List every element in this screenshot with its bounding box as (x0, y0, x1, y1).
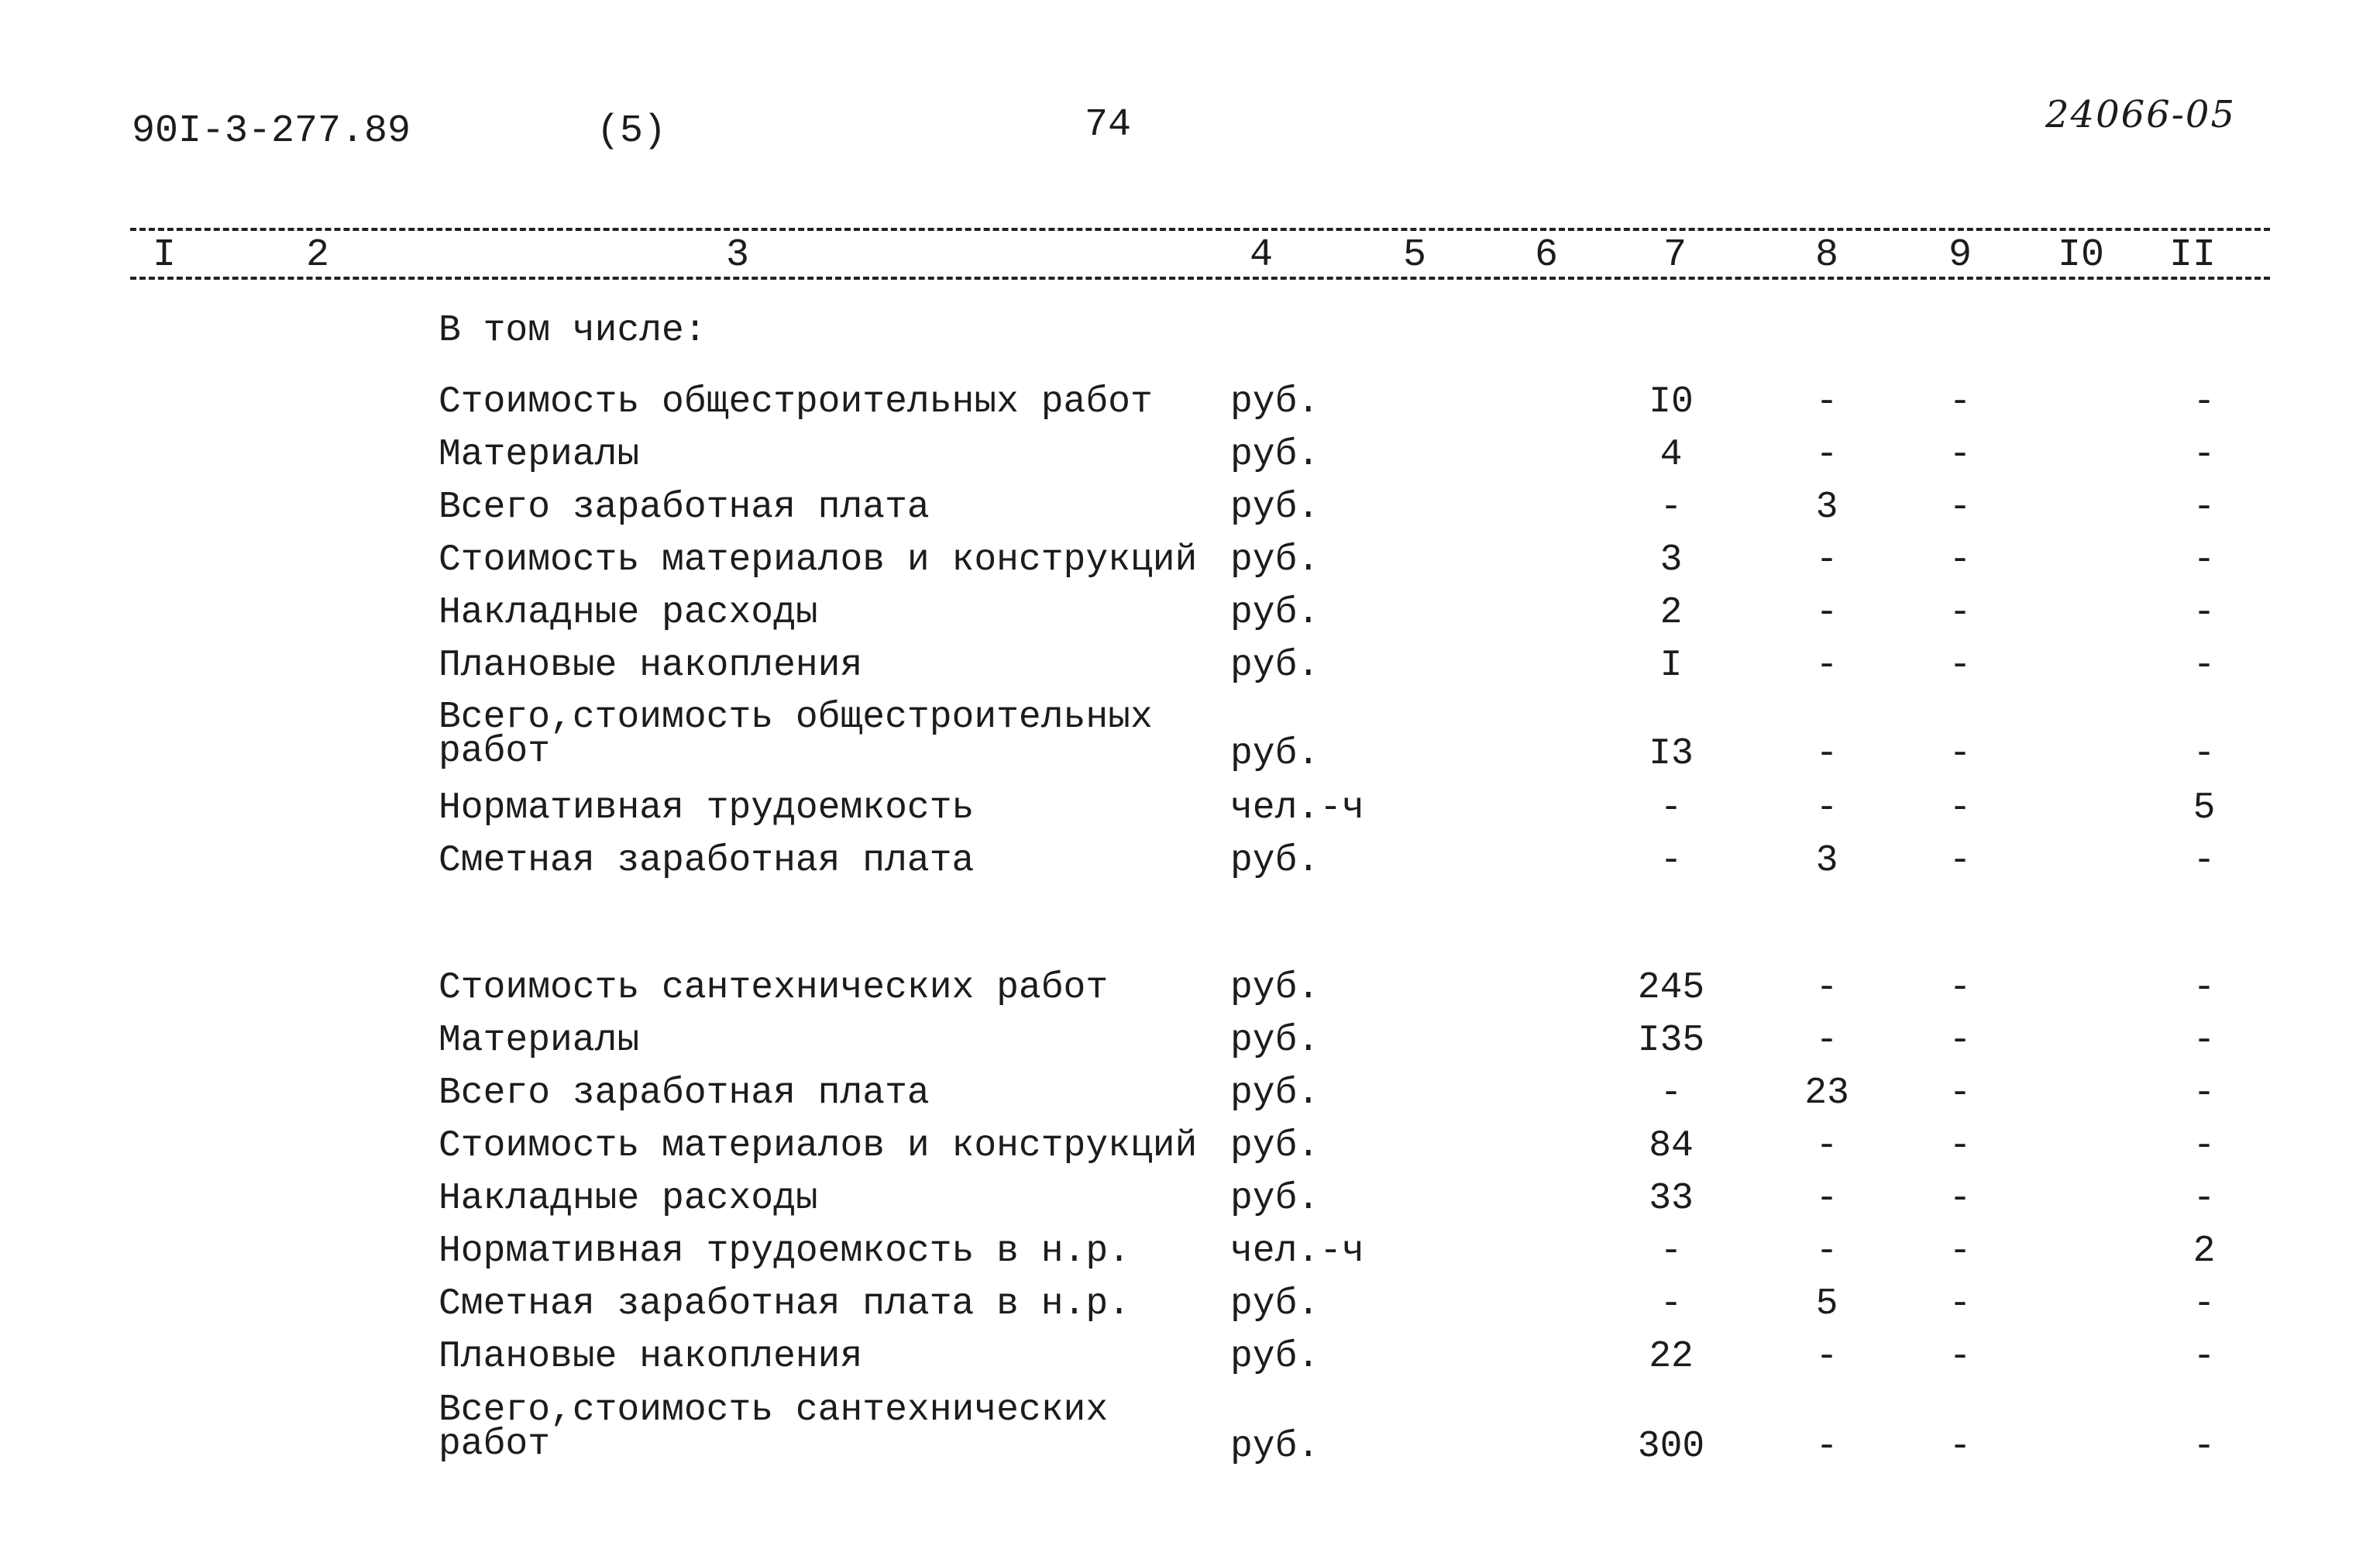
cell-col9: - (1948, 733, 1972, 775)
cell-col8: - (1815, 967, 1838, 1009)
row-label: Плановые накопления (439, 1336, 863, 1378)
cell-col11: - (2193, 434, 2216, 476)
row-label: Всего заработная плата (439, 487, 930, 528)
column-number-10: I0 (2057, 233, 2105, 277)
row-label-line1: Всего,стоимость сантехнических (439, 1389, 1109, 1431)
intro-text: В том числе: (439, 310, 707, 352)
cell-col8: - (1815, 1178, 1838, 1220)
cell-col8: 3 (1815, 840, 1838, 882)
column-number-6: 6 (1534, 233, 1559, 277)
cell-col7: 3 (1659, 539, 1683, 581)
cell-col7: 300 (1637, 1426, 1705, 1468)
cell-col11: - (2193, 645, 2216, 687)
row-label-line1: Всего,стоимость общестроительных (439, 697, 1153, 738)
row-label: Плановые накопления (439, 645, 863, 687)
cell-col7: - (1659, 1072, 1683, 1114)
row-unit: руб. (1230, 539, 1320, 581)
page-number: 74 (1085, 103, 1132, 147)
column-number-3: 3 (725, 233, 750, 277)
cell-col7: 22 (1649, 1336, 1694, 1378)
cell-col11: - (2193, 592, 2216, 634)
cell-col8: - (1815, 787, 1838, 829)
cell-col11: - (2193, 1426, 2216, 1468)
cell-col9: - (1948, 1283, 1972, 1325)
cell-col8: 23 (1804, 1072, 1849, 1114)
cell-col11: 2 (2193, 1231, 2216, 1272)
row-label: Всего заработная плата (439, 1072, 930, 1114)
cell-col9: - (1948, 592, 1972, 634)
cell-col8: - (1815, 1125, 1838, 1167)
cell-col9: - (1948, 1072, 1972, 1114)
cell-col7: I0 (1649, 381, 1694, 423)
cell-col9: - (1948, 381, 1972, 423)
column-number-4: 4 (1249, 233, 1274, 277)
cell-col8: 5 (1815, 1283, 1838, 1325)
row-unit: руб. (1230, 1125, 1320, 1167)
column-number-1: I (152, 233, 177, 277)
row-label: Материалы (439, 434, 640, 476)
row-unit: руб. (1230, 434, 1320, 476)
row-label: Сметная заработная плата (439, 840, 975, 882)
cell-col9: - (1948, 1336, 1972, 1378)
cell-col11: - (2193, 487, 2216, 528)
cell-col11: - (2193, 840, 2216, 882)
inventory-number: 24066-05 (2045, 93, 2236, 136)
row-label: Стоимость общестроительных работ (439, 381, 1153, 423)
cell-col9: - (1948, 539, 1972, 581)
row-label: Накладные расходы (439, 592, 818, 634)
cell-col7: 245 (1637, 967, 1705, 1009)
row-label: Нормативная трудоемкость (439, 787, 975, 829)
cell-col9: - (1948, 1020, 1972, 1062)
cell-col9: - (1948, 1426, 1972, 1468)
cell-col8: - (1815, 434, 1838, 476)
row-unit: руб. (1230, 733, 1320, 775)
cell-col7: 33 (1649, 1178, 1694, 1220)
cell-col11: - (2193, 1125, 2216, 1167)
cell-col11: - (2193, 1020, 2216, 1062)
row-label: Нормативная трудоемкость в н.р. (439, 1231, 1130, 1272)
cell-col11: - (2193, 1072, 2216, 1114)
column-number-8: 8 (1814, 233, 1839, 277)
cell-col11: - (2193, 733, 2216, 775)
cell-col8: - (1815, 1426, 1838, 1468)
cell-col8: - (1815, 381, 1838, 423)
cell-col9: - (1948, 487, 1972, 528)
column-number-9: 9 (1948, 233, 1972, 277)
cell-col8: - (1815, 733, 1838, 775)
row-label-line2: работ (439, 731, 551, 773)
cell-col9: - (1948, 1125, 1972, 1167)
cell-col11: - (2193, 967, 2216, 1009)
cell-col9: - (1948, 434, 1972, 476)
row-unit: руб. (1230, 840, 1320, 882)
row-label: Стоимость материалов и конструкций (439, 1125, 1198, 1167)
column-number-7: 7 (1663, 233, 1687, 277)
cell-col7: I (1659, 645, 1683, 687)
cell-col8: - (1815, 1020, 1838, 1062)
cell-col11: - (2193, 381, 2216, 423)
sheet-number: (5) (597, 109, 667, 153)
cell-col11: - (2193, 539, 2216, 581)
row-label: Накладные расходы (439, 1178, 818, 1220)
cell-col7: - (1659, 1231, 1683, 1272)
cell-col9: - (1948, 967, 1972, 1009)
cell-col11: - (2193, 1283, 2216, 1325)
cell-col8: - (1815, 1231, 1838, 1272)
row-unit: руб. (1230, 1072, 1320, 1114)
column-number-2: 2 (305, 233, 330, 277)
document-code: 90I-3-277.89 (132, 109, 411, 153)
column-number-5: 5 (1402, 233, 1427, 277)
cell-col11: - (2193, 1336, 2216, 1378)
row-label: Материалы (439, 1020, 640, 1062)
row-unit: руб. (1230, 645, 1320, 687)
row-unit: руб. (1230, 381, 1320, 423)
row-label: Сметная заработная плата в н.р. (439, 1283, 1130, 1325)
cell-col8: 3 (1815, 487, 1838, 528)
row-unit: чел.-ч (1230, 1231, 1364, 1272)
cell-col8: - (1815, 592, 1838, 634)
cell-col8: - (1815, 645, 1838, 687)
cell-col7: 2 (1659, 592, 1683, 634)
column-number-11: II (2168, 233, 2217, 277)
row-unit: чел.-ч (1230, 787, 1364, 829)
header-rule-top (130, 228, 2270, 231)
cell-col8: - (1815, 539, 1838, 581)
row-unit: руб. (1230, 967, 1320, 1009)
row-label: Стоимость сантехнических работ (439, 967, 1109, 1009)
cell-col7: I35 (1637, 1020, 1705, 1062)
cell-col11: - (2193, 1178, 2216, 1220)
row-unit: руб. (1230, 1283, 1320, 1325)
cell-col8: - (1815, 1336, 1838, 1378)
cell-col7: 84 (1649, 1125, 1694, 1167)
cell-col7: - (1659, 840, 1683, 882)
cell-col7: 4 (1659, 434, 1683, 476)
cell-col9: - (1948, 787, 1972, 829)
cell-col7: - (1659, 787, 1683, 829)
cell-col9: - (1948, 1178, 1972, 1220)
row-unit: руб. (1230, 487, 1320, 528)
cell-col9: - (1948, 645, 1972, 687)
cell-col9: - (1948, 1231, 1972, 1272)
row-unit: руб. (1230, 1020, 1320, 1062)
cell-col9: - (1948, 840, 1972, 882)
row-label: Стоимость материалов и конструкций (439, 539, 1198, 581)
cell-col7: I3 (1649, 733, 1694, 775)
row-label-line2: работ (439, 1423, 551, 1465)
row-unit: руб. (1230, 592, 1320, 634)
row-unit: руб. (1230, 1426, 1320, 1468)
row-unit: руб. (1230, 1178, 1320, 1220)
row-unit: руб. (1230, 1336, 1320, 1378)
cell-col7: - (1659, 487, 1683, 528)
cell-col11: 5 (2193, 787, 2216, 829)
cell-col7: - (1659, 1283, 1683, 1325)
